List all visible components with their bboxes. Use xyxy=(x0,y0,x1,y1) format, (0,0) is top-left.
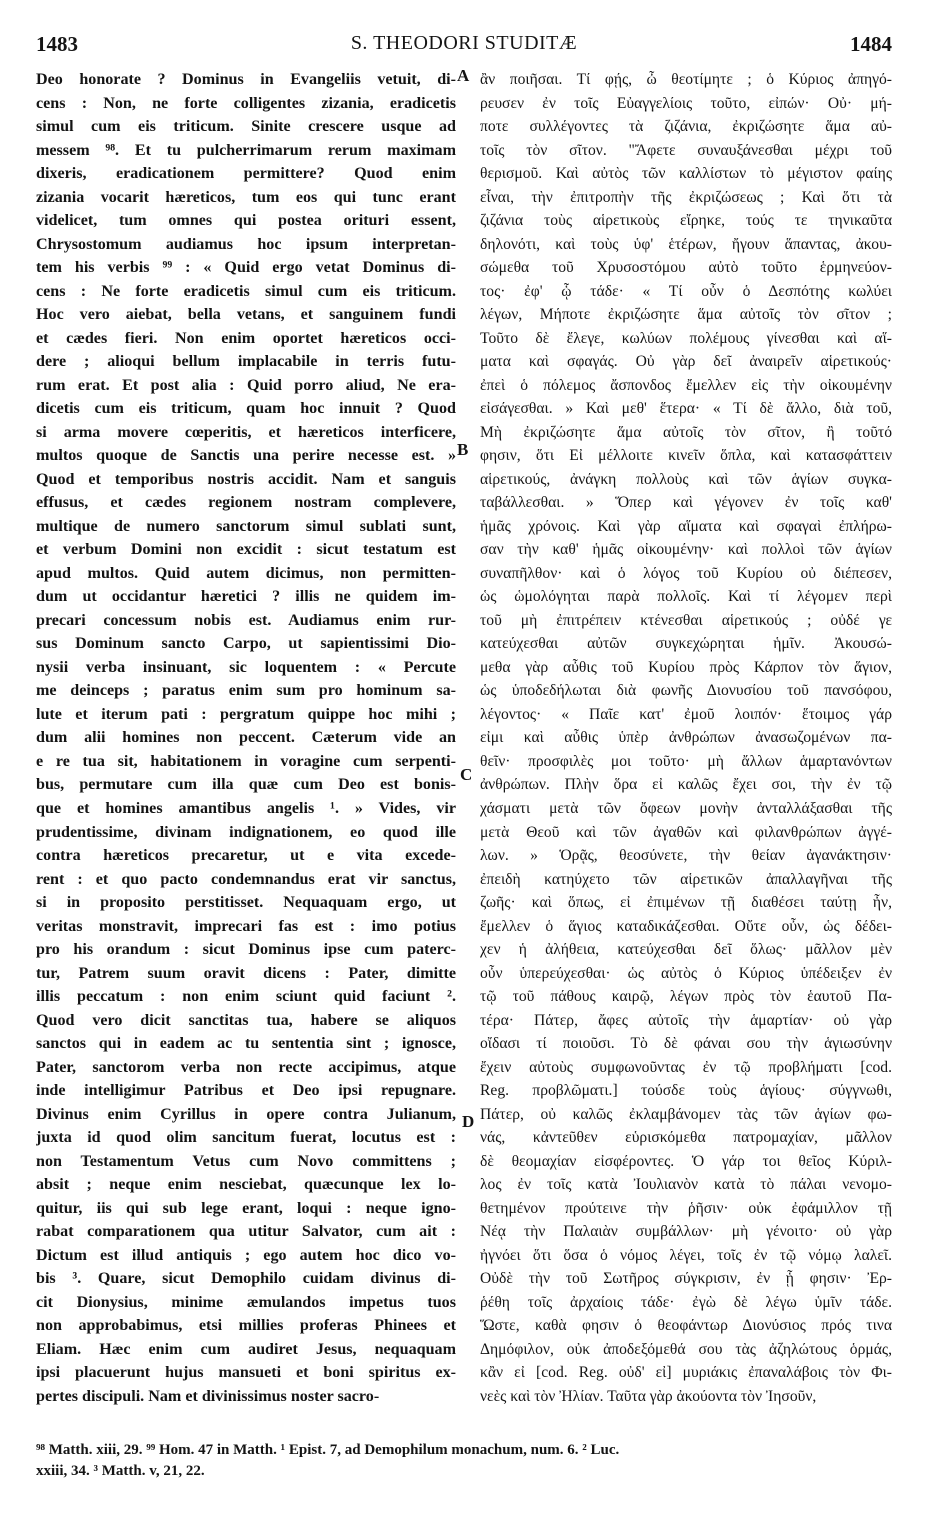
greek-text-line: ἡμᾶς χρόνοις. Καὶ γὰρ αἵματα καὶ σφαγαὶ ἐπλήρω- xyxy=(480,517,892,535)
greek-text-line: ἠγνόει ὅτι ὅσα ὁ νόμος λέγει, τοῖς ἐν τῷ νόμῳ λαλεῖ. xyxy=(480,1246,892,1264)
latin-text-line: dicetis cum eis triticum, quam hoc innuit ? Quod xyxy=(36,400,456,418)
latin-text-line: Quod vero dicit sanctitas tua, habere se aliquos xyxy=(36,1011,456,1029)
latin-text-line: Divinus enim Cyrillus in opere contra Julianum, xyxy=(36,1105,456,1123)
greek-text-line: σαν τὴν καθ' ἡμᾶς οἰκουμένην· καὶ πολλοὶ τῶν ἁγίων xyxy=(480,541,892,559)
greek-text-line: θεῖν· προσφιλὲς μοι τοῦτο· μὴ ἄλλων ἁμαρτανόντων xyxy=(480,752,892,770)
latin-text-line: contra hæreticos precaretur, ut e vita excede- xyxy=(36,847,456,865)
latin-text-line: dum ut occidantur hæretici ? illis ne quidem im- xyxy=(36,588,456,606)
greek-text-line: Τοῦτο δὲ ἔλεγε, κωλύων πολέμους γίνεσθαι καὶ αἵ- xyxy=(480,329,892,347)
greek-text-line: νεὲς καὶ τὸν Ἠλίαν. Ταῦτα γὰρ ἀκούοντα τὸν Ἰησοῦν, xyxy=(480,1387,817,1405)
latin-text-line: si in proposito perstitisset. Nequaquam ergo, ut xyxy=(36,894,456,912)
greek-text-line: αἱρετικούς, ἀνάγκη πολλοὺς καὶ τῶν ἁγίων συγκα- xyxy=(480,470,892,488)
latin-text-line: pro his orandum : sicut Dominus ipse cum paterc- xyxy=(36,941,456,959)
greek-text-line: δηλονότι, καὶ τοὺς ὑφ' ἑτέρων, ἤγουν ἅπαντας, ἀκου- xyxy=(480,235,892,253)
greek-text-line: ματα καὶ σφαγάς. Οὐ γὰρ δεῖ ἀναιρεῖν αἱρετικούς· xyxy=(480,353,892,371)
latin-column xyxy=(36,68,456,1408)
latin-text-line: que et homines amantibus angelis ¹. » Vides, vir xyxy=(36,799,456,817)
greek-text-line: ρευσεν ἐν τοῖς Εὐαγγελίοις τοῦτο, εἰπών· Οὐ· μή- xyxy=(480,94,892,112)
latin-text-line: rabat comparationem qua utitur Salvator, cum ait : xyxy=(36,1223,456,1241)
greek-text-line: ποτε συλλέγοντες τὰ ζιζάνια, ἐκριζώσητε ἅμα αὐ- xyxy=(480,118,892,136)
greek-text-line: εἰσάγεσθαι. » Καὶ μεθ' ἕτερα· « Τί δὲ ἄλλο, διὰ τοῦ, xyxy=(480,400,892,418)
footnotes xyxy=(36,1440,896,1482)
greek-text-line: μεθα γὰρ αὖθις τοῦ Κυρίου πρὸς Κάρπον τὸν ἅγιον, xyxy=(480,658,892,676)
latin-text-line: sanctos qui in eadem ac tu sententia sint ; ignosce, xyxy=(36,1035,456,1053)
page-number-right: 1484 xyxy=(850,32,892,56)
latin-text-line: effusus, et cædes regionem nostram complevere, xyxy=(36,494,456,512)
latin-text-line: illis peccatum : non enim sciunt quid faciunt ². xyxy=(36,988,456,1006)
latin-text-line: lute et iterum pati : pergratum quippe hoc mihi ; xyxy=(36,705,456,723)
greek-text-line: ἐπειδὴ κατηύχετο τῶν αἱρετικῶν ἀπαλλαγῆναι τῆς xyxy=(480,870,892,888)
footnote-line: xxiii, 34. ³ Matth. v, 21, 22. xyxy=(36,1463,205,1479)
greek-text-line: Μὴ ἐκριζώσητε ἅμα αὐτοῖς τὸν σῖτον, ἢ τοῦτό xyxy=(480,423,892,441)
latin-text-line: simul cum eis triticum. Sinite crescere usque ad xyxy=(36,118,456,136)
greek-text-line: τέρα· Πάτερ, ἄφες αὐτοῖς τὴν ἁμαρτίαν· οὐ γὰρ xyxy=(480,1011,892,1029)
latin-text-line: precari concessum nobis est. Audiamus enim rur- xyxy=(36,611,456,629)
latin-text-line: bis ³. Quare, sicut Demophilo cuidam divinus di- xyxy=(36,1270,456,1288)
section-marker-b: B xyxy=(457,440,469,459)
latin-text-line: Deo honorate ? Dominus in Evangeliis vetuit, di- xyxy=(36,71,456,88)
greek-text-line: οὖν ὑπερεύχεσθαι· ὡς αὐτὸς ὁ Κύριος ὑπέδειξεν ἐν xyxy=(480,964,892,982)
latin-text-line: bus, permutare cum illa quæ cum Deo est bonis- xyxy=(36,776,456,794)
greek-text-line: φησιν, ὅτι Εἰ μέλλοιτε κινεῖν ὅπλα, καὶ κατασφάττειν xyxy=(480,447,892,465)
greek-text-line: Ὥστε, καθὰ φησιν ὁ θεοφάντωρ Διονύσιος πρός τινα xyxy=(480,1317,892,1335)
latin-text-line: ipsi placuerunt hujus mansueti et boni spiritus ex- xyxy=(36,1364,456,1382)
latin-text-line: videlicet, tum omnes qui postea orituri essent, xyxy=(36,212,456,230)
running-header xyxy=(36,32,892,58)
greek-text-line: ὡς ὡμολόγηται παρὰ πολλοῖς. Καὶ τί λέγομεν περὶ xyxy=(480,588,892,606)
greek-text-line: εἶναι, τὴν ἐπιτροπὴν τῆς ἐκριζώσεως ; Καὶ ὅτι τὰ xyxy=(480,188,892,206)
latin-text-line: cens : Ne forte eradicetis simul cum eis triticum. xyxy=(36,282,456,300)
greek-text-line: ὡς ὑποδεδήλωται διὰ φωνῆς Διονυσίου τοῦ πανσόφου, xyxy=(480,682,892,700)
latin-text-line: me deinceps ; paratus enim sum pro hominum sa- xyxy=(36,682,456,700)
latin-text-line: multos quoque de Sanctis una perire necesse est. » xyxy=(36,447,456,465)
greek-text-line: συναπῆλθον· καὶ ὁ λόγος τοῦ Κυρίου οὐ διέπεσεν, xyxy=(480,564,892,582)
section-marker-d: D xyxy=(462,1112,475,1131)
latin-text-line: dere ; alioqui bellum implacabile in terris futu- xyxy=(36,353,456,371)
greek-text-line: εἰμι καὶ αὖθις ὑπὲρ ἀνθρώπων ἀνασωζομένων πα- xyxy=(480,729,892,747)
latin-text-line: absit ; neque enim nesciebat, quæcunque lex lo- xyxy=(36,1176,456,1194)
greek-text-line: λέγοντος· « Παῖε κατ' ἐμοῦ λοιπόν· ἕτοιμος γάρ xyxy=(480,705,892,723)
latin-text-line: non Testamentum Vetus cum Novo committens ; xyxy=(36,1152,456,1170)
latin-text-line: Eliam. Hæc enim cum audiret Jesus, nequaquam xyxy=(36,1340,456,1358)
latin-text-line: dum alii homines non peccent. Cæterum vide an xyxy=(36,729,456,747)
greek-text-line: θετημένον προύτεινε τὴν ῥῆσιν· οὐκ ἐφάμιλλον τῇ xyxy=(480,1199,892,1217)
greek-text-line: τος· ἐφ' ᾧ τάδε· « Τί οὖν ὁ Δεσπότης κωλύει xyxy=(480,282,892,300)
greek-text-line: ἔμελλεν ὁ ἅγιος καταδικάζεσθαι. Οὔτε οὖν, ὡς δέδει- xyxy=(480,917,892,935)
greek-text-line: λέγων, Μήποτε ἐκριζώσητε ἅμα αὐτοῖς τὸν σῖτον ; xyxy=(480,306,892,324)
greek-text-line: ἂν ποιῆσαι. Τί φῄς, ὦ θεοτίμητε ; ὁ Κύριος ἀπηγό- xyxy=(480,71,892,88)
section-marker-c: C xyxy=(460,765,473,784)
latin-text-line: messem ⁹⁸. Et tu pulcherrimarum rerum maximam xyxy=(36,141,456,159)
latin-text-line: si arma movere cœperitis, et hæreticos interficere, xyxy=(36,423,456,441)
section-marker-a: A xyxy=(457,66,470,85)
greek-text-line: Νέᾳ τὴν Παλαιὰν συμβάλλων· μὴ γένοιτο· οὐ γὰρ xyxy=(480,1223,892,1241)
latin-text-line: quitur, iis qui sub lege erant, loqui : neque igno- xyxy=(36,1199,456,1217)
latin-text-line: sus Dominum sancto Carpo, ut sapientissimi Dio- xyxy=(36,635,456,653)
greek-text-line: θερισμοῦ. Καὶ αὐτὸς τῶν καλλίστων τὸ μέγιστον φαίης xyxy=(480,165,892,183)
latin-text-line: Chrysostomum audiamus hoc ipsum interpretan- xyxy=(36,235,456,253)
greek-text-line: ἐπεὶ ὁ πόλεμος ἄσπονδος ἔμελλεν εἰς τὴν οἰκουμένην xyxy=(480,376,892,394)
latin-text-line: et verbum Domini non excidit : sicut testatum est xyxy=(36,541,456,559)
greek-text-line: Πάτερ, οὐ καλῶς ἐκλαμβάνομεν τὰς τῶν ἁγίων φω- xyxy=(480,1105,892,1123)
greek-text-line: δὲ θεομαχίαν εἰσφέροντες. Ὁ γάρ τοι θεῖος Κύριλ- xyxy=(480,1152,892,1170)
greek-text-line: οἴδασι τί ποιοῦσι. Τὸ δὲ φάναι σου τὴν ἁγιωσύνην xyxy=(480,1035,892,1053)
latin-text-line: tem his verbis ⁹⁹ : « Quid ergo vetat Dominus di- xyxy=(36,259,456,277)
greek-text-line: Οὐδὲ τὴν τοῦ Σωτῆρος σύγκρισιν, ἐν ᾗ φησιν· Ἐρ- xyxy=(480,1270,892,1288)
latin-text-line: prudentissime, divinam indignationem, eo quod ille xyxy=(36,823,456,841)
greek-text-line: ἔχειν αὐτοὺς συμφωνοῦντας ἐν τῷ προβλήματι [cod. xyxy=(480,1058,892,1076)
latin-text-line: tur, Patrem suum oravit dicens : Pater, dimitte xyxy=(36,964,456,982)
latin-text-line: non approbabimus, etsi millies proferas Phinees et xyxy=(36,1317,456,1335)
greek-text-line: σώμεθα τοῦ Χρυσοστόμου αὐτὸ τοῦτο ἑρμηνεύον- xyxy=(480,259,892,277)
latin-text-line: Pater, sanctorom verba non recte accipimus, atque xyxy=(36,1058,456,1076)
latin-text-line: zizania vocarit hæreticos, tum eos qui tunc erant xyxy=(36,188,456,206)
greek-text-line: κατεύχεσθαι αὐτῶν συγκεχώρηται ἡμῖν. Ἀκουσώ- xyxy=(480,635,892,653)
greek-text-line: ζωῆς· καὶ ὅπως, εἰ ἐπιμένων τῇ διαθέσει ταύτῃ ἦν, xyxy=(480,894,892,912)
latin-text-line: rent : et quo pacto condemnandus erat vir sanctus, xyxy=(36,870,456,888)
greek-text-line: τοῖς τὸν σῖτον. "Ἄφετε συναυξάνεσθαι μέχρι τοῦ xyxy=(480,141,892,159)
page-number-left: 1483 xyxy=(36,32,78,56)
latin-text-line: nysii verba insinuant, sic loquentem : « Percute xyxy=(36,658,456,676)
latin-text-line: apud multos. Quid autem dicimus, non permitten- xyxy=(36,564,456,582)
latin-text-line: cens : Non, ne forte colligentes zizania, eradicetis xyxy=(36,94,456,112)
latin-text-line: cit Dionysius, minime æmulandos impetus tuos xyxy=(36,1293,456,1311)
latin-text-line: rum erat. Et post alia : Quid porro aliud, Ne era- xyxy=(36,376,456,394)
greek-text-line: μετὰ Θεοῦ καὶ τῶν ἀγαθῶν καὶ φιλανθρώπων ἀγγέ- xyxy=(480,823,892,841)
running-title: S. THEODORI STUDITÆ xyxy=(350,32,578,54)
latin-text-line: veritas monstravit, imprecari fas est : imo potius xyxy=(36,917,456,935)
latin-text-line: e re tua sit, habitationem in voragine cum serpenti- xyxy=(36,752,456,770)
footnote-line: ⁹⁸ Matth. xiii, 29. ⁹⁹ Hom. 47 in Matth. ¹ Epist. 7, ad Demophilum monachum, num. 6. ² Luc. xyxy=(36,1442,620,1458)
greek-text-line: κἂν εἰ [cod. Reg. οὐδ' εἰ] μυριάκις ἐπαναλάβοις τὸν Φι- xyxy=(480,1364,892,1382)
greek-text-line: Reg. προβλῶματι.] τούσδε τοὺς ἁγίους· σύγγνωθι, xyxy=(480,1082,892,1100)
greek-text-line: χεν ἡ ἀλήθεια, κατεύχεσθαι δεῖ ὅλως· μᾶλλον μὲν xyxy=(480,941,892,959)
greek-column xyxy=(480,68,892,1408)
greek-text-line: ζιζάνια τοὺς αἱρετικοὺς εἴρηκε, τούς τε τηνικαῦτα xyxy=(480,212,892,230)
latin-text-line: Dictum est illud antiquis ; ego autem hoc dico vo- xyxy=(36,1246,456,1264)
latin-text-line: juxta id quod olim sancitum fuerat, locutus est : xyxy=(36,1129,456,1147)
greek-text-line: νάς, κἀντεῦθεν εὑρισκόμεθα πατρομαχίαν, μᾶλλον xyxy=(480,1129,892,1147)
greek-text-line: ταβάλλεσθαι. » Ὅπερ καὶ γέγονεν ἐν τοῖς καθ' xyxy=(480,494,892,512)
latin-text-line: inde intelligimur Patribus et Deo ipsi repugnare. xyxy=(36,1082,456,1100)
latin-text-line: pertes discipuli. Nam et divinissimus noster sacro- xyxy=(36,1387,380,1405)
latin-text-line: Quod et temporibus nostris accidit. Nam et sanguis xyxy=(36,470,456,488)
latin-text-line: multique de numero sanctorum simul sublati sunt, xyxy=(36,517,456,535)
greek-text-line: ῥέθη τοῖς ἀρχαίοις τάδε· ἐγὼ δὲ λέγω ὑμῖν τάδε. xyxy=(480,1293,892,1311)
latin-text-line: et cædes fieri. Non enim oportet hæreticos occi- xyxy=(36,329,456,347)
latin-text-line: dixeris, eradicationem permittere? Quod enim xyxy=(36,165,456,183)
greek-text-line: τοῦ μὴ ἐπιτρέπειν κτένεσθαι αἱρετικούς ; οὐδέ γε xyxy=(480,611,892,629)
latin-text-line: Hoc vero aiebat, bella vetans, et sanguinem fundi xyxy=(36,306,456,324)
greek-text-line: χάσματι μετὰ τῶν ὄφεων μονὴν ἀνταλλάξασθαι τῆς xyxy=(480,799,892,817)
greek-text-line: τῷ τοῦ πάθους καιρῷ, λέγων πρὸς τὸν ἑαυτοῦ Πα- xyxy=(480,988,892,1006)
greek-text-line: Δημόφιλον, οὐκ ἀποδεξόμεθά σου τὰς ἀζηλώτους ὁρμάς, xyxy=(480,1340,892,1358)
greek-text-line: λος ἐν τοῖς κατὰ Ἰουλιανὸν κατὰ τὸ πάλαι νενομο- xyxy=(480,1176,892,1194)
greek-text-line: ἀνθρώπων. Πλὴν ὅρα εἰ καλῶς ἔχει σοι, τὴν ἐν τῷ xyxy=(480,776,892,794)
greek-text-line: λων. » Ὁρᾷς, θεοσύνετε, τὴν θείαν ἀγανάκτησιν· xyxy=(480,847,892,865)
